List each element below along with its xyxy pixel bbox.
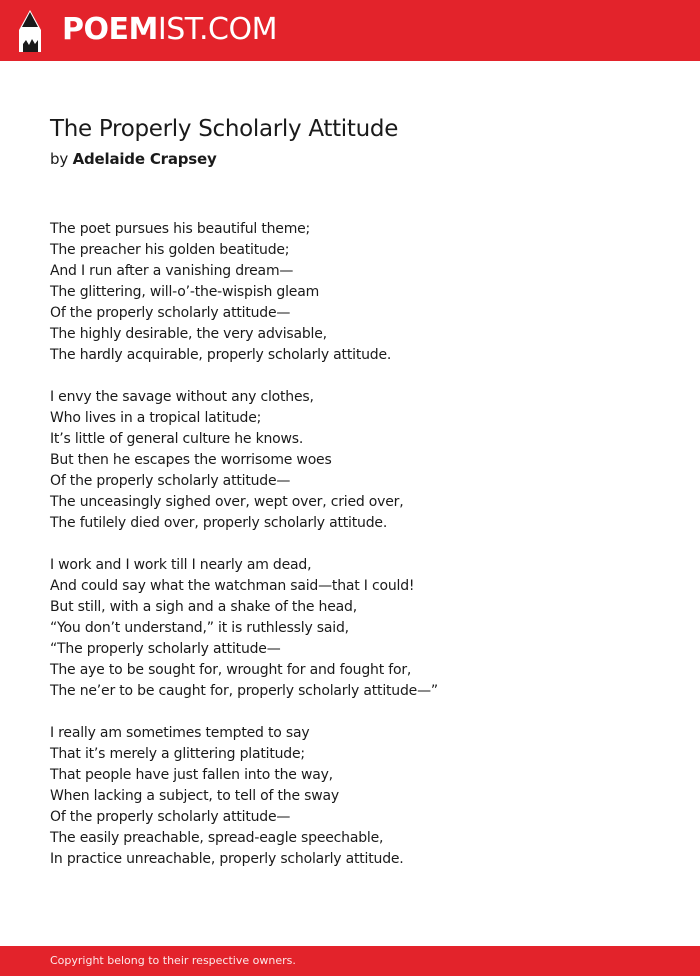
poem-line: The futilely died over, properly scholarly attitude.	[50, 515, 388, 531]
poem-line: Of the properly scholarly attitude—	[50, 305, 291, 321]
by-label: by	[50, 150, 68, 168]
poem-line: But still, with a sigh and a shake of the head,	[50, 599, 357, 615]
poem-line: I really am sometimes tempted to say	[50, 725, 310, 741]
poem-line: When lacking a subject, to tell of the sway	[50, 788, 339, 804]
poem-line: It’s little of general culture he knows.	[50, 431, 304, 447]
poem-line: That it’s merely a glittering platitude;	[50, 746, 305, 762]
poem-line: I envy the savage without any clothes,	[50, 389, 314, 405]
poem-line: “The properly scholarly attitude—	[50, 641, 281, 657]
poem-author: Adelaide Crapsey	[72, 150, 217, 168]
poem-line: “You don’t understand,” it is ruthlessly said,	[50, 620, 349, 636]
poem-line: And I run after a vanishing dream—	[50, 263, 294, 279]
poem-line: The unceasingly sighed over, wept over, cried over,	[50, 494, 404, 510]
poem-line: The hardly acquirable, properly scholarly attitude.	[50, 347, 392, 363]
poem-line: In practice unreachable, properly scholarly attitude.	[50, 851, 404, 867]
pencil-tip-icon[interactable]	[18, 10, 42, 52]
poem-stanza	[50, 387, 670, 534]
poem-line: The highly desirable, the very advisable,	[50, 326, 327, 342]
poem-byline	[50, 150, 217, 168]
poem-line: The preacher his golden beatitude;	[50, 242, 290, 258]
poem-line: The aye to be sought for, wrought for and fought for,	[50, 662, 412, 678]
poem-line: But then he escapes the worrisome woes	[50, 452, 332, 468]
poem-line: Of the properly scholarly attitude—	[50, 473, 291, 489]
poem-line: The ne’er to be caught for, properly scholarly attitude—”	[50, 683, 438, 699]
site-logo[interactable]	[62, 12, 277, 48]
logo-text-light: IST.COM	[157, 12, 277, 47]
poem-line: The glittering, will-o’-the-wispish gleam	[50, 284, 320, 300]
poem-stanza	[50, 219, 670, 366]
poem-title: The Properly Scholarly Attitude	[50, 116, 399, 142]
poem-body	[50, 219, 670, 891]
poem-line: The poet pursues his beautiful theme;	[50, 221, 311, 237]
poem-line: The easily preachable, spread-eagle speechable,	[50, 830, 384, 846]
poem-line: That people have just fallen into the way,	[50, 767, 333, 783]
poem-line: I work and I work till I nearly am dead,	[50, 557, 312, 573]
poem-line: Who lives in a tropical latitude;	[50, 410, 262, 426]
site-header	[0, 0, 700, 61]
site-footer	[0, 946, 700, 976]
copyright-notice: Copyright belong to their respective owners.	[50, 954, 296, 967]
poem-line: Of the properly scholarly attitude—	[50, 809, 291, 825]
poem-line: And could say what the watchman said—that I could!	[50, 578, 415, 594]
poem-stanza	[50, 723, 670, 870]
poem-stanza	[50, 555, 670, 702]
logo-text-bold: POEM	[62, 12, 158, 47]
